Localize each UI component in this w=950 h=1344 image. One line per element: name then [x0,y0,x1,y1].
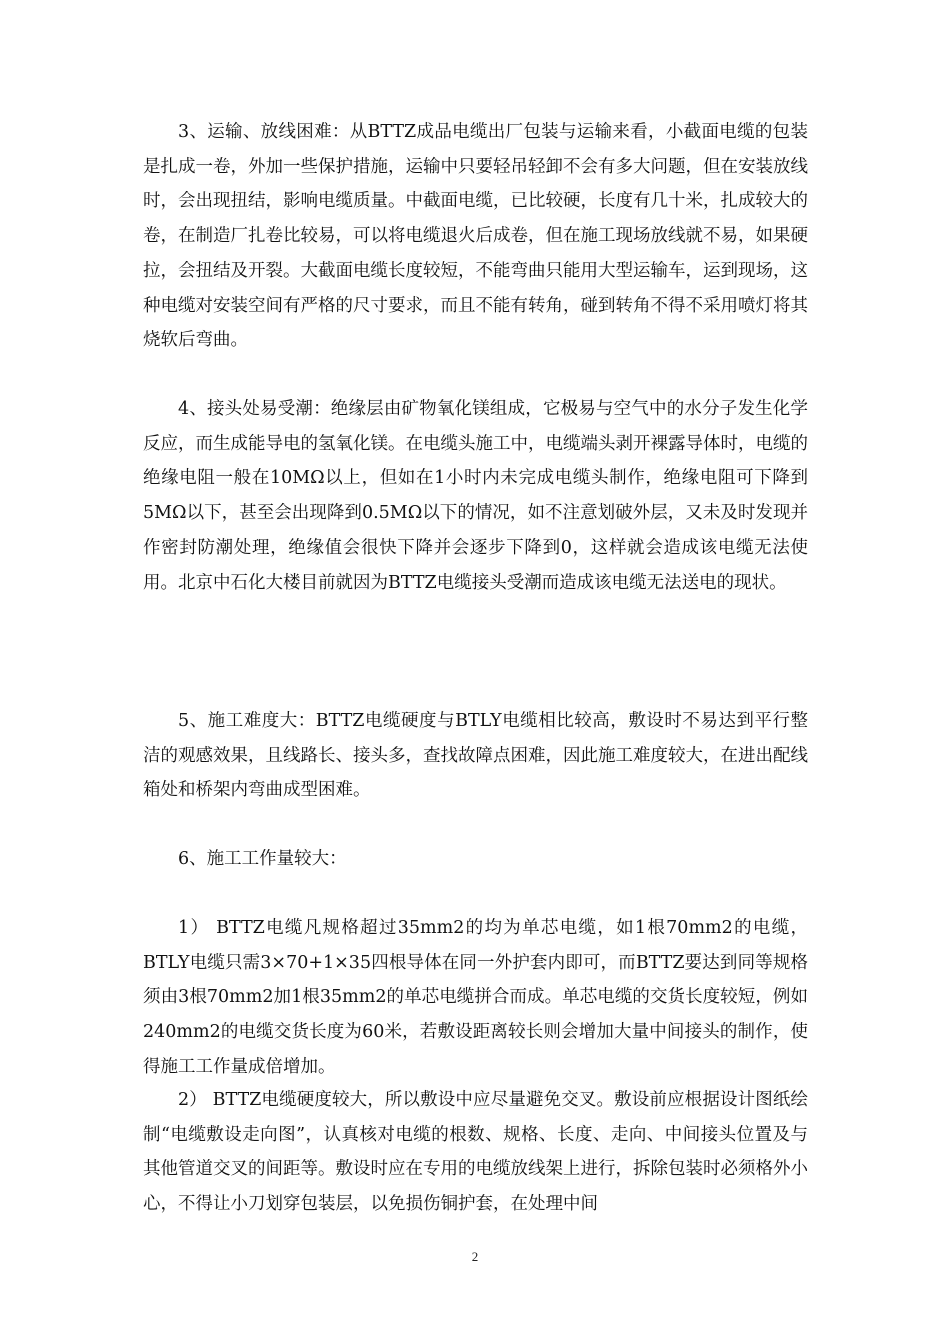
paragraph-joint-moisture: 4、接头处易受潮：绝缘层由矿物氧化镁组成，它极易与空气中的水分子发生化学反应，而生成能导电的氢氧化镁。在电缆头施工中，电缆端头剥开裸露导体时，电缆的绝缘电阻一般在10MΩ以上，但如在1小时内未完成电缆头制作，绝缘电阻可下降到5MΩ以下，甚至会出现降到0.5MΩ以下的情况，如不注意划破外层，又未及时发现并作密封防潮处理，绝缘值会很快下降并会逐步下降到0，这样就会造成该电缆无法使用。北京中石化大楼目前就因为BTTZ电缆接头受潮而造成该电缆无法送电的现状。 [143,399,808,593]
page-number: 2 [471,1249,479,1264]
paragraph-workload-heading: 6、施工工作量较大： [178,849,347,869]
paragraph-construction-difficulty: 5、施工难度大：BTTZ电缆硬度与BTLY电缆相比较高，敷设时不易达到平行整洁的观感效果，且线路长、接头多，查找故障点困难，因此施工难度较大，在进出配线箱处和桥架内弯曲成型困难。 [143,711,808,801]
paragraph-single-core-cable: 1） BTTZ电缆凡规格超过35mm2的均为单芯电缆，如1根70mm2的电缆，BTLY电缆只需3×70+1×35四根导体在同一外护套内即可，而BTTZ要达到同等规格须由3根70mm2加1根35mm2的单芯电缆拼合而成。单芯电缆的交货长度较短，例如240mm2的电缆交货长度为60米，若敷设距离较长则会增加大量中间接头的制作，使得施工工作量成倍增加。 [143,918,808,1077]
paragraph-laying-cautions: 2） BTTZ电缆硬度较大，所以敷设中应尽量避免交叉。敷设前应根据设计图纸绘制“电缆敷设走向图”，认真核对电缆的根数、规格、长度、走向、中间接头位置及与其他管道交叉的间距等。敷设时应在专用的电缆放线架上进行，拆除包装时必须格外小心，不得让小刀划穿包装层，以免损伤铜护套，在处理中间 [143,1090,808,1215]
paragraph-transport-difficulty: 3、运输、放线困难：从BTTZ成品电缆出厂包装与运输来看，小截面电缆的包装是扎成一卷，外加一些保护措施，运输中只要轻吊轻卸不会有多大问题，但在安装放线时，会出现扭结，影响电缆质量。中截面电缆，已比较硬，长度有几十米，扎成较大的卷，在制造厂扎卷比较易，可以将电缆退火后成卷，但在施工现场放线就不易，如果硬拉，会扭结及开裂。大截面电缆长度较短，不能弯曲只能用大型运输车，运到现场，这种电缆对安装空间有严格的尺寸要求，而且不能有转角，碰到转角不得不采用喷灯将其烧软后弯曲。 [143,122,808,351]
